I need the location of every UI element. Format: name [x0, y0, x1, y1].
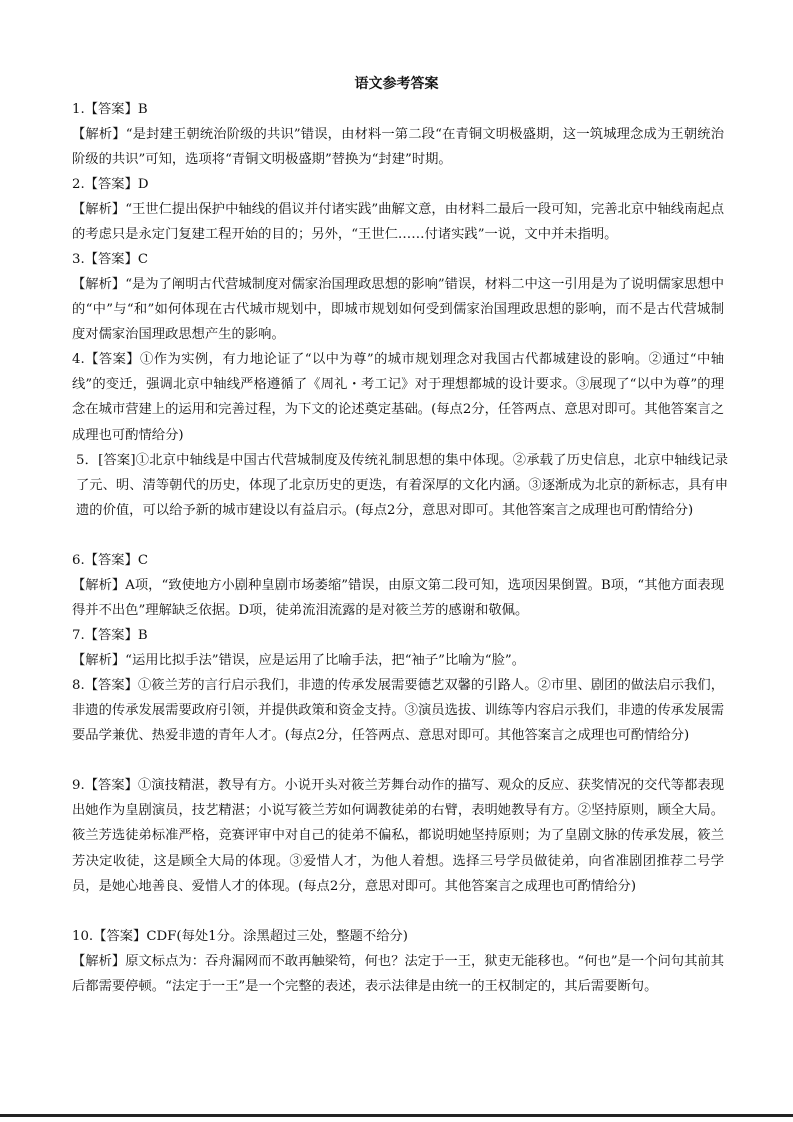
answer-10: 10.【答案】CDF(每处1分。涂黑超过三处，整题不给分) [72, 929, 408, 944]
analysis-6: 【解析】A项，“致使地方小剧种皇剧市场萎缩”错误，由原文第二段可知，选项因果倒置。B项，“其他方面表现得并不出色”理解缺乏依据。D项，徒弟流泪流露的是对筱兰芳的感谢和敬佩。 [72, 578, 724, 619]
answer-2: 2.【答案】D [72, 177, 149, 192]
analysis-1: 【解析】“是封建王朝统治阶级的共识”错误，由材料一第二段“在青铜文明极盛期，这一筑城理念成为王朝统治阶级的共识”可知，选项将“青铜文明极盛期”替换为“封建”时期。 [72, 127, 724, 168]
answer-5: 5．[答案]①北京中轴线是中国古代营城制度及传统礼制思想的集中体现。②承载了历史信息，北京中轴线记录了元、明、清等朝代的历史，体现了北京历史的更迭，有着深厚的文化内涵。③逐渐成为北京的新标志，具有申遗的价值，可以给予新的城市建设以有益启示。(每点2分，意思对即可。其他答案言之成理也可酌情给分) [76, 453, 728, 519]
analysis-7: 【解析】“运用比拟手法”错误，应是运用了比喻手法，把“袖子”比喻为“脸”。 [72, 653, 525, 668]
answer-3: 3.【答案】C [72, 252, 149, 267]
answer-9: 9.【答案】①演技精湛，教导有方。小说开头对筱兰芳舞台动作的描写、观众的反应、获奖情况的交代等都表现出她作为皇剧演员，技艺精湛；小说写筱兰芳如何调教徒弟的右臂，表明她教导有方。②坚持原则，顾全大局。筱兰芳选徒弟标准严格，竞赛评审中对自己的徒弟不偏私，都说明她坚持原则；为了皇剧文脉的传承发展，筱兰芳决定收徒，这是顾全大局的体现。③爱惜人才，为他人着想。选择三号学员做徒弟，向省准剧团推荐二号学员，是她心地善良、爱惜人才的体现。(每点2分，意思对即可。其他答案言之成理也可酌情给分) [72, 778, 724, 894]
analysis-10: 【解析】原文标点为：吞舟漏网而不敢再触梁笱，何也？法定于一王，狱吏无能移也。“何也”是一个问句其前其后都需要停顿。“法定于一王”是一个完整的表述，表示法律是由统一的王权制定的，其后需要断句。 [72, 954, 724, 995]
answer-1: 1.【答案】B [72, 102, 148, 117]
answer-6: 6.【答案】C [72, 553, 149, 568]
analysis-2: 【解析】“王世仁提出保护中轴线的倡议并付诸实践”曲解文意，由材料二最后一段可知，完善北京中轴线南起点的考虑只是永定门复建工程开始的目的；另外，“王世仁……付诸实践”一说，文中并未指明。 [72, 202, 724, 243]
footer-rule [0, 1114, 793, 1117]
answer-4: 4.【答案】①作为实例，有力地论证了“以中为尊”的城市规划理念对我国古代都城建设的影响。②通过“中轴线”的变迁，强调北京中轴线严格遵循了《周礼・考工记》对于理想都城的设计要求。③展现了“以中为尊”的理念在城市营建上的运用和完善过程，为下文的论述奠定基础。(每点2分，任答两点、意思对即可。其他答案言之成理也可酌情给分) [72, 352, 724, 443]
page-title: 语文参考答案 [354, 76, 439, 92]
analysis-3: 【解析】“是为了阐明古代营城制度对儒家治国理政思想的影响”错误，材料二中这一引用是为了说明儒家思想中的“中”与“和”如何体现在古代城市规划中，即城市规划如何受到儒家治国理政思想的影响，而不是古代营城制度对儒家治国理政思想产生的影响。 [72, 277, 724, 343]
answer-7: 7.【答案】B [72, 628, 148, 643]
answer-8: 8.【答案】①筱兰芳的言行启示我们，非遗的传承发展需要德艺双馨的引路人。②市里、剧团的做法启示我们，非遗的传承发展需要政府引领，并提供政策和资金支持。③演员选拔、训练等内容启示我们，非遗的传承发展需要品学兼优、热爱非遗的青年人才。(每点2分，任答两点、意思对即可。其他答案言之成理也可酌情给分) [72, 678, 724, 744]
